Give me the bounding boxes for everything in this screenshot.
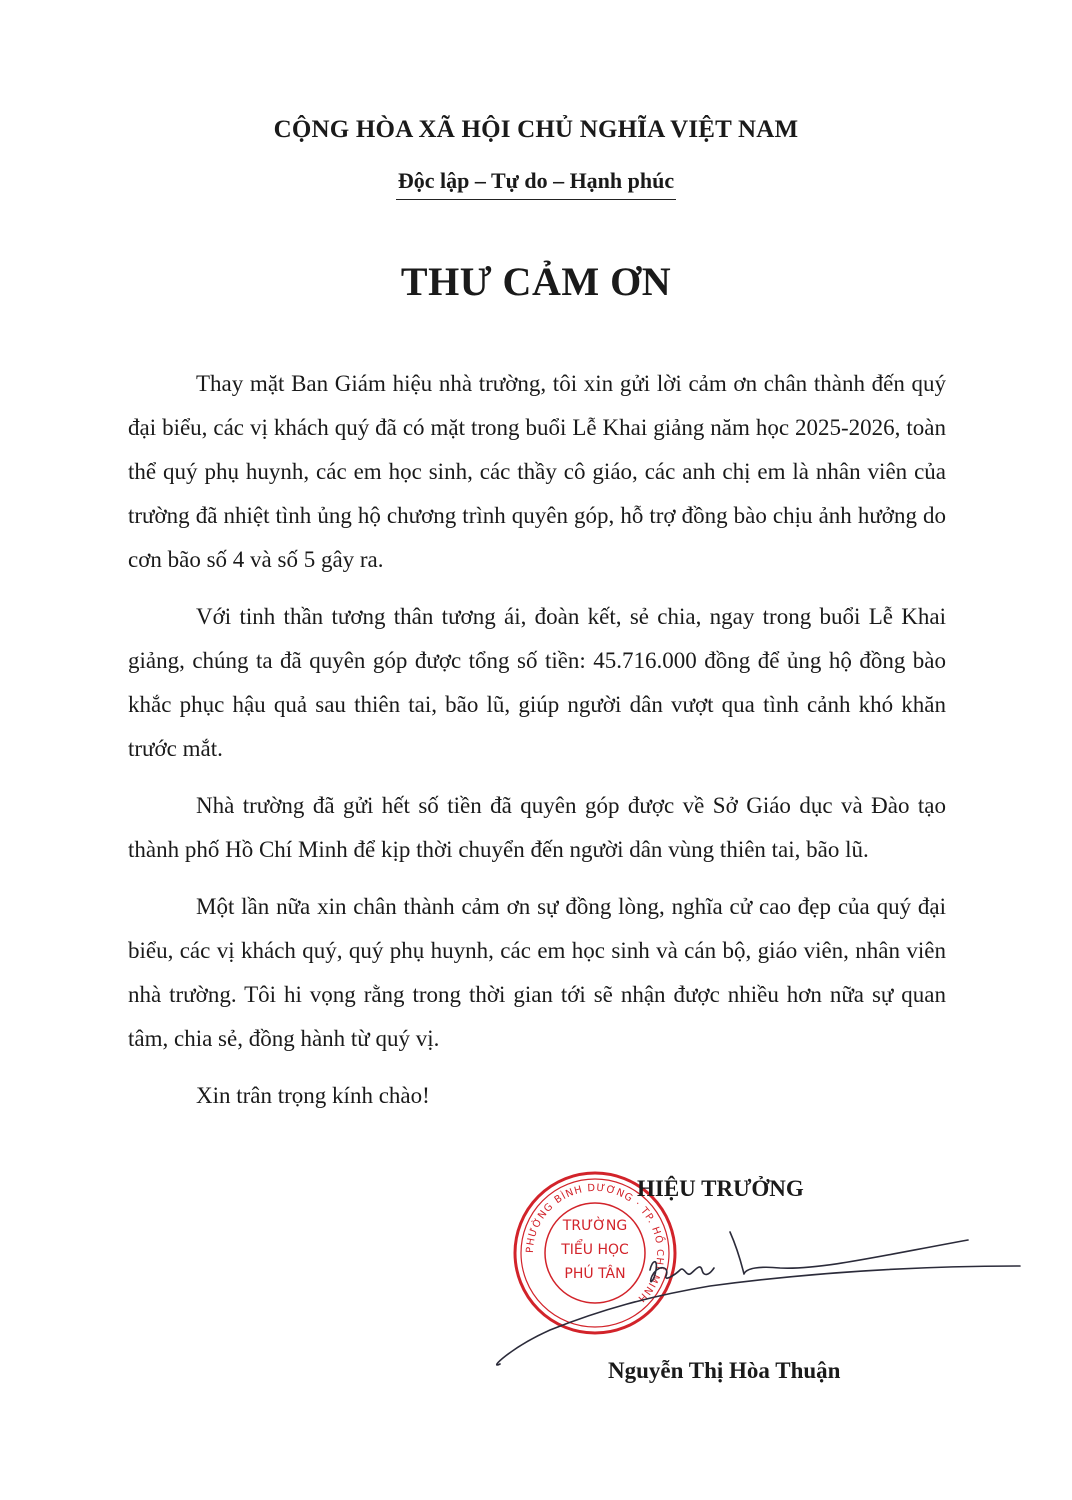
stamp-line-1: TRƯỜNG bbox=[562, 1218, 628, 1234]
national-name: CỘNG HÒA XÃ HỘI CHỦ NGHĨA VIỆT NAM bbox=[273, 116, 799, 143]
paragraph-2: Với tinh thần tương thân tương ái, đoàn kết, sẻ chia, ngay trong buổi Lễ Khai giảng, chúng ta đã quyên góp được tổng số tiền: 45.716.000 đồng để ủng hộ đồng bào khắc phục hậu quả sau thiên tai, bão lũ, giúp người dân vượt qua tình cảnh khó khăn trước mắt. bbox=[128, 604, 946, 761]
stamp-ring-text: PHƯỜNG BÌNH DƯƠNG · TP. HỒ CHÍ MINH bbox=[524, 1182, 666, 1305]
paragraph-1: Thay mặt Ban Giám hiệu nhà trường, tôi xin gửi lời cảm ơn chân thành đến quý đại biểu, các vị khách quý đã có mặt trong buổi Lễ Khai giảng năm học 2025-2026, toàn thể quý phụ huynh, các em học sinh, các thầy cô giáo, các anh chị em là nhân viên của trường đã nhiệt tình ủng hộ chương trình quyên góp, hỗ trợ đồng bào chịu ảnh hưởng do cơn bão số 4 và số 5 gây ra. bbox=[128, 371, 946, 572]
paragraph-3: Nhà trường đã gửi hết số tiền đã quyên góp được về Sở Giáo dục và Đào tạo thành phố Hồ Chí Minh để kịp thời chuyển đến người dân vùng thiên tai, bão lũ. bbox=[128, 793, 946, 862]
handwritten-signature bbox=[480, 1230, 1040, 1370]
motto-container bbox=[0, 168, 1072, 200]
stamp-line-2: TIỂU HỌC bbox=[561, 1242, 629, 1258]
national-motto: Độc lập – Tự do – Hạnh phúc bbox=[396, 168, 676, 200]
signer-name: Nguyễn Thị Hòa Thuận bbox=[608, 1358, 841, 1383]
stamp-line-3: PHÚ TÂN bbox=[564, 1266, 626, 1282]
paragraph-4: Một lần nữa xin chân thành cảm ơn sự đồng lòng, nghĩa cử cao đẹp của quý đại biểu, các vị khách quý, quý phụ huynh, các em học sinh và cán bộ, giáo viên, nhân viên nhà trường. Tôi hi vọng rằng trong thời gian tới sẽ nhận được nhiều hơn nữa sự quan tâm, chia sẻ, đồng hành từ quý vị. bbox=[128, 894, 946, 1051]
letter-body bbox=[128, 362, 946, 1131]
document-title: THƯ CẢM ƠN bbox=[400, 259, 672, 304]
signer-position: HIỆU TRƯỞNG bbox=[637, 1176, 804, 1201]
closing-line: Xin trân trọng kính chào! bbox=[196, 1083, 430, 1108]
